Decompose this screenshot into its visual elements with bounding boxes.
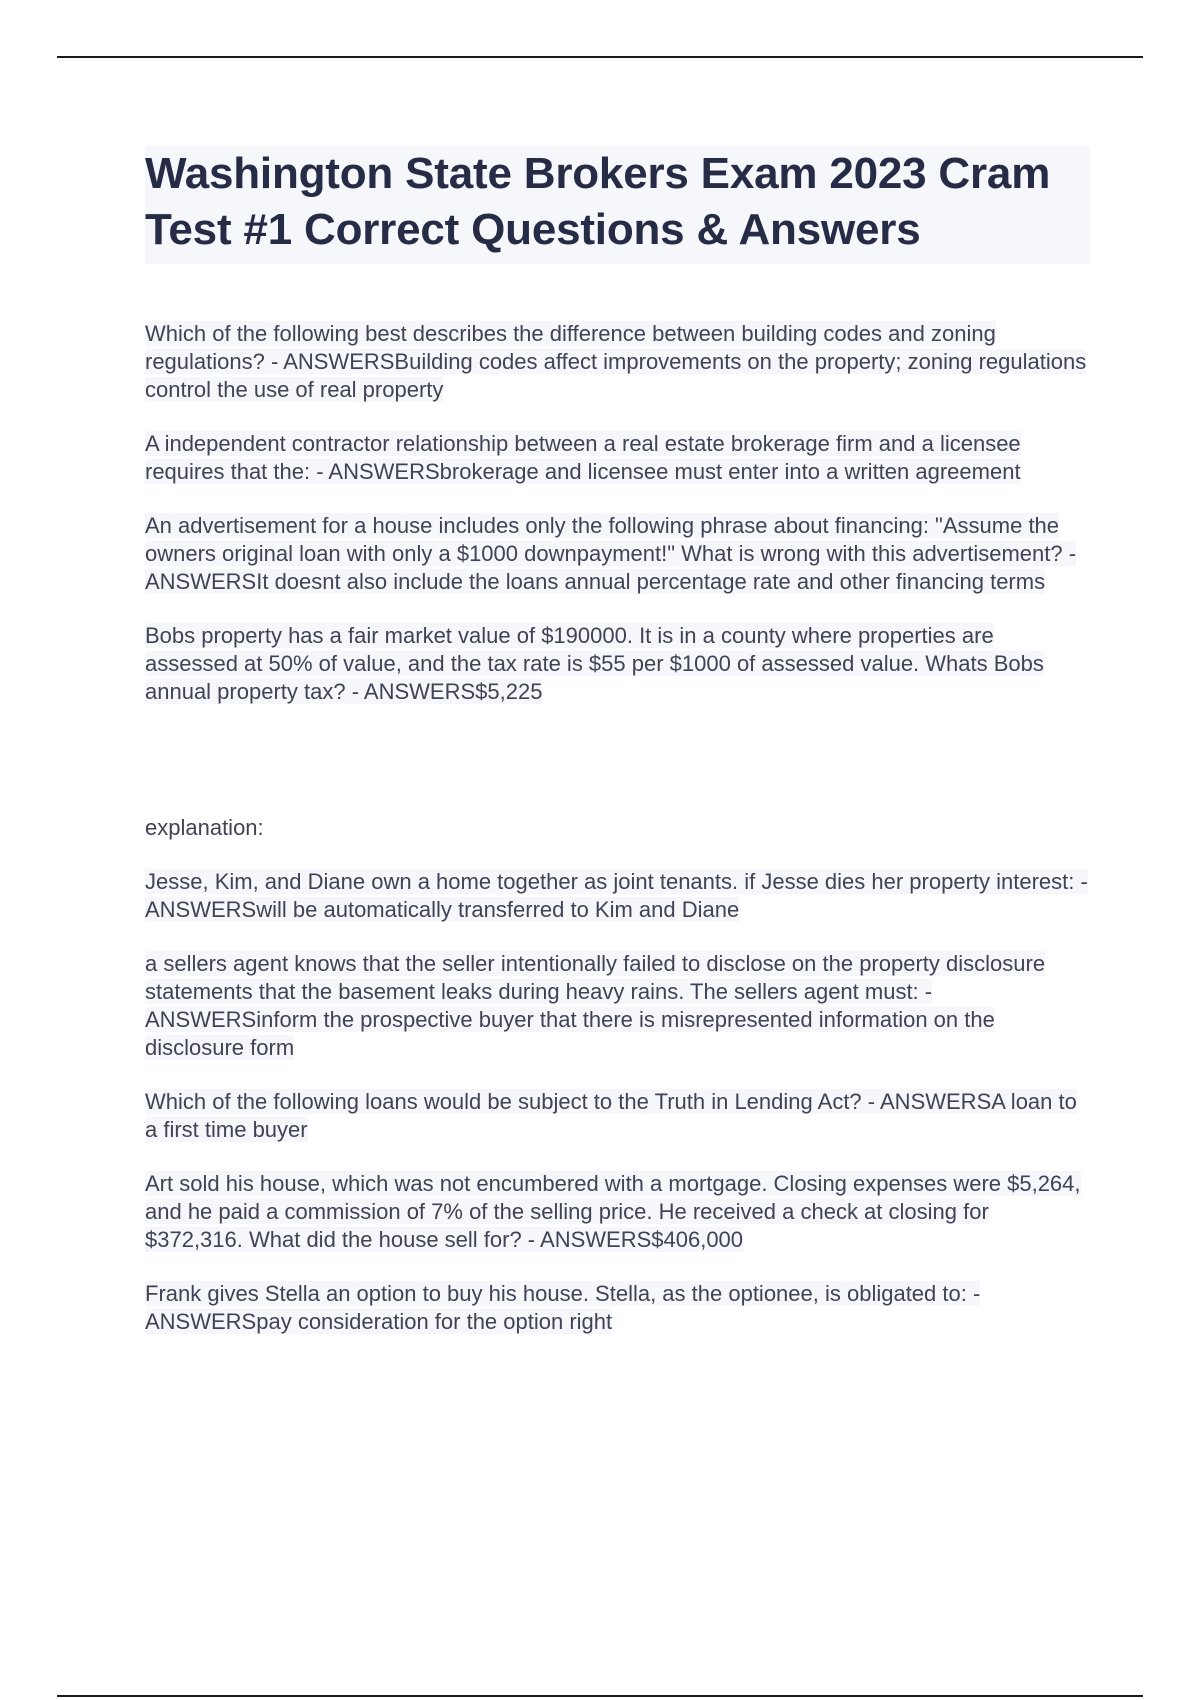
qa-item-8 [145, 1170, 1090, 1254]
qa-item-9 [145, 1280, 1090, 1336]
qa-item-6 [145, 950, 1090, 1062]
explanation-label [145, 814, 1090, 842]
qa-item-2 [145, 430, 1090, 486]
qa-text: Bobs property has a fair market value of $190000. It is in a county where properties are assessed at 50% of value, and the tax rate is $55 per $1000 of assessed value. Whats Bobs annual property tax? - ANSWERS$5,225 [145, 623, 1044, 704]
qa-item-1 [145, 320, 1090, 404]
qa-text: Frank gives Stella an option to buy his house. Stella, as the optionee, is obligated to: - ANSWERSpay consideration for the option right [145, 1281, 981, 1334]
blank-space [145, 732, 1090, 814]
qa-item-3 [145, 512, 1090, 596]
qa-text: Jesse, Kim, and Diane own a home together as joint tenants. if Jesse dies her property interest: - ANSWERSwill be automatically transferred to Kim and Diane [145, 869, 1088, 922]
qa-text: Which of the following loans would be subject to the Truth in Lending Act? - ANSWERSA loan to a first time buyer [145, 1089, 1077, 1142]
qa-item-5 [145, 868, 1090, 924]
qa-text: A independent contractor relationship between a real estate brokerage firm and a licensee requires that the: - ANSWERSbrokerage and licensee must enter into a written agreement [145, 431, 1021, 484]
qa-text: a sellers agent knows that the seller intentionally failed to disclose on the property disclosure statements that the basement leaks during heavy rains. The sellers agent must: - ANSWERSinform the prospective buyer that there is misrepresented information on the disclosure form [145, 951, 1046, 1060]
bottom-rule [57, 1695, 1143, 1697]
explanation-text: explanation: [145, 815, 264, 840]
document-title: Washington State Brokers Exam 2023 Cram Test #1 Correct Questions & Answers [145, 149, 1051, 254]
qa-text: Art sold his house, which was not encumbered with a mortgage. Closing expenses were $5,264, and he paid a commission of 7% of the selling price. He received a check at closing for $372,316. What did the house sell for? - ANSWERS$406,000 [145, 1171, 1081, 1252]
qa-item-7 [145, 1088, 1090, 1144]
top-rule [57, 56, 1143, 58]
document-body [145, 146, 1090, 1362]
qa-item-4 [145, 622, 1090, 706]
qa-text: Which of the following best describes the difference between building codes and zoning regulations? - ANSWERSBuilding codes affect improvements on the property; zoning regulations control the use of real property [145, 321, 1087, 402]
qa-text: An advertisement for a house includes only the following phrase about financing: "Assume the owners original loan with only a $1000 downpayment!" What is wrong with this advertisement? - ANSWERSIt doesnt also include the loans annual percentage rate and other financing terms [145, 513, 1077, 594]
title-block [145, 146, 1090, 264]
